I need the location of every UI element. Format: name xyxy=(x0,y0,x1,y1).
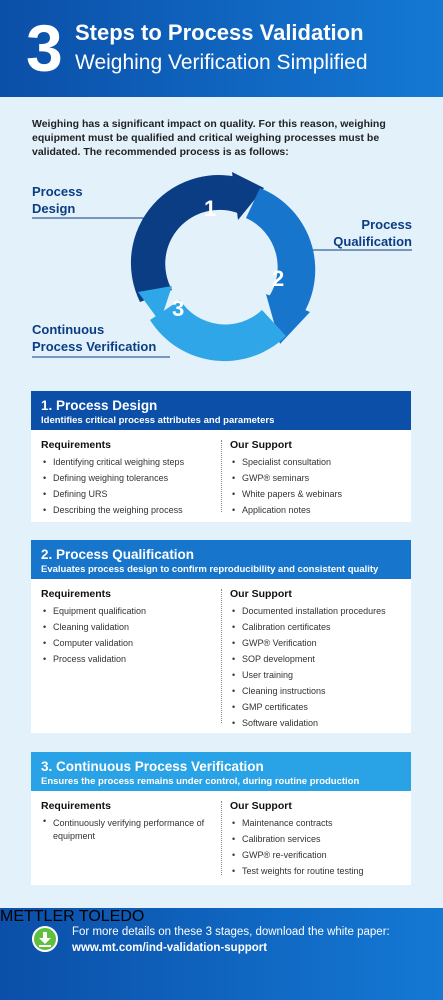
support-heading: Our Support xyxy=(230,800,292,812)
column-divider xyxy=(221,589,222,723)
requirements-column xyxy=(41,588,216,667)
white-paper-link[interactable]: www.mt.com/ind-validation-support xyxy=(72,942,268,954)
section-title: 1. Process Design xyxy=(41,398,158,413)
list-item: • Continuously verifying performance of equipment xyxy=(41,815,216,843)
download-icon[interactable] xyxy=(32,926,58,952)
column-divider xyxy=(221,440,222,512)
requirements-heading: Requirements xyxy=(41,439,112,451)
list-item: • Computer validation xyxy=(41,635,216,651)
section-subtitle: Evaluates process design to confirm reproducibility and consistent quality xyxy=(41,564,379,575)
cycle-segment-verification xyxy=(150,300,286,361)
list-item: • GWP® Verification xyxy=(230,635,405,651)
section-subtitle: Identifies critical process attributes and parameters xyxy=(41,415,275,426)
section-title: 3. Continuous Process Verification xyxy=(41,759,264,774)
cycle-number-1: 1 xyxy=(204,196,217,221)
label-continuous-verification: Continuous Process Verification xyxy=(32,322,157,354)
support-heading: Our Support xyxy=(230,439,292,451)
list-item: • Defining weighing tolerances xyxy=(41,470,216,486)
step-count: 3 xyxy=(26,11,63,85)
section-header xyxy=(31,752,411,791)
section-process-qualification xyxy=(31,540,411,733)
list-item: • Process validation xyxy=(41,651,216,667)
page-title: Steps to Process Validation xyxy=(75,20,364,45)
list-item: • Calibration services xyxy=(230,831,405,847)
list-item: • Software validation xyxy=(230,715,405,731)
list-item: • GMP certificates xyxy=(230,699,405,715)
intro-text: Weighing has a significant impact on quality. For this reason, weighing equipment must be qualified and critical weighing processes must be validated. The recommended process is as follows: xyxy=(32,118,386,158)
section-title: 2. Process Qualification xyxy=(41,547,195,562)
list-item: • User training xyxy=(230,667,405,683)
support-column xyxy=(230,800,405,879)
cycle-number-2: 2 xyxy=(272,266,285,291)
section-header xyxy=(31,540,411,579)
section-header xyxy=(31,391,411,430)
page-subtitle: Weighing Verification Simplified xyxy=(75,51,368,74)
mettler-toledo-logo: METTLER TOLEDO xyxy=(0,908,145,925)
list-item: • Equipment qualification xyxy=(41,603,216,619)
list-item: • Cleaning instructions xyxy=(230,683,405,699)
footer-text: For more details on these 3 stages, download the white paper: xyxy=(72,926,390,938)
list-item: • Documented installation procedures xyxy=(230,603,405,619)
section-continuous-verification xyxy=(31,752,411,885)
list-item: • GWP® re-verification xyxy=(230,847,405,863)
cycle-segment-design xyxy=(131,175,248,302)
list-item: • GWP® seminars xyxy=(230,470,405,486)
requirements-heading: Requirements xyxy=(41,800,112,812)
section-process-design xyxy=(31,391,411,522)
label-process-design: Process Design xyxy=(32,184,83,216)
section-subtitle: Ensures the process remains under control, during routine production xyxy=(41,776,360,787)
list-item: • Test weights for routine testing xyxy=(230,863,405,879)
list-item: • Identifying critical weighing steps xyxy=(41,454,216,470)
column-divider xyxy=(221,801,222,875)
list-item: • SOP development xyxy=(230,651,405,667)
requirements-column xyxy=(41,439,216,518)
list-item: • Cleaning validation xyxy=(41,619,216,635)
requirements-column xyxy=(41,800,216,843)
list-item: • Application notes xyxy=(230,502,405,518)
label-process-qualification: Process Qualification xyxy=(333,217,412,249)
support-column xyxy=(230,439,405,518)
list-item: • White papers & webinars xyxy=(230,486,405,502)
list-item: • Defining URS xyxy=(41,486,216,502)
list-item: • Describing the weighing process xyxy=(41,502,216,518)
list-item: • Specialist consultation xyxy=(230,454,405,470)
support-heading: Our Support xyxy=(230,588,292,600)
list-item: • Calibration certificates xyxy=(230,619,405,635)
cycle-number-3: 3 xyxy=(172,296,185,321)
process-cycle-diagram xyxy=(130,172,320,362)
list-item: • Maintenance contracts xyxy=(230,815,405,831)
support-column xyxy=(230,588,405,731)
requirements-heading: Requirements xyxy=(41,588,112,600)
